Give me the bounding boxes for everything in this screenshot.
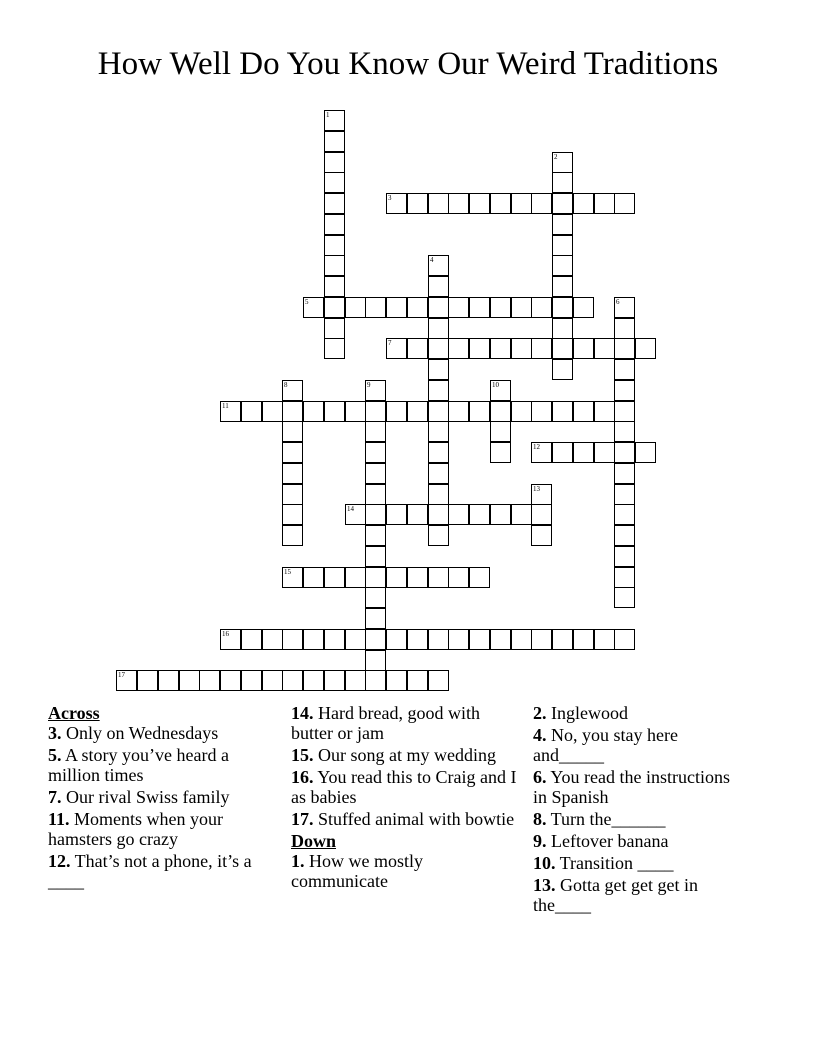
clue-number: 11. [48,809,70,829]
clue-text: Our rival Swiss family [61,787,230,807]
clue-across-7 [48,787,273,807]
clue-text: Turn the______ [546,809,666,829]
crossword-cell[interactable] [282,670,303,691]
crossword-cell[interactable] [407,338,428,359]
crossword-cell[interactable] [594,442,615,463]
cell-number: 1 [326,111,330,119]
crossword-cell[interactable] [324,338,345,359]
crossword-cell[interactable] [220,629,241,650]
crossword-cell[interactable] [552,152,573,173]
clue-number: 2. [533,703,547,723]
crossword-cell[interactable] [303,297,324,318]
clue-across-5 [48,745,273,785]
cell-number: 15 [284,568,291,576]
cell-number: 6 [616,298,620,306]
crossword-cell[interactable] [448,193,469,214]
clue-down-6 [533,767,748,807]
crossword-cell[interactable] [428,629,449,650]
crossword-cell[interactable] [490,338,511,359]
crossword-cell[interactable] [262,629,283,650]
cell-number: 3 [388,194,392,202]
crossword-cell[interactable] [365,567,386,588]
crossword-cell[interactable] [614,567,635,588]
crossword-cell[interactable] [469,193,490,214]
clue-down-4 [533,725,748,765]
crossword-cell[interactable] [220,401,241,422]
crossword-cell[interactable] [220,670,241,691]
crossword-cell[interactable] [428,318,449,339]
crossword-cell[interactable] [241,629,262,650]
crossword-cell[interactable] [345,504,366,525]
cell-number: 7 [388,339,392,347]
cell-number: 4 [430,256,434,264]
crossword-cell[interactable] [428,401,449,422]
crossword-cell[interactable] [324,172,345,193]
crossword-cell[interactable] [386,338,407,359]
crossword-cell[interactable] [531,193,552,214]
crossword-cell[interactable] [469,338,490,359]
crossword-cell[interactable] [511,629,532,650]
crossword-cell[interactable] [511,338,532,359]
clue-number: 14. [291,703,314,723]
clue-text: Only on Wednesdays [61,723,219,743]
crossword-cell[interactable] [614,359,635,380]
crossword-cell[interactable] [469,504,490,525]
crossword-cell[interactable] [428,484,449,505]
cell-number: 2 [554,153,558,161]
crossword-cell[interactable] [490,421,511,442]
crossword-cell[interactable] [365,525,386,546]
crossword-cell[interactable] [448,338,469,359]
crossword-cell[interactable] [199,670,220,691]
crossword-cell[interactable] [614,401,635,422]
cell-number: 14 [347,505,354,513]
cell-number: 13 [533,485,540,493]
crossword-cell[interactable] [428,463,449,484]
crossword-cell[interactable] [511,297,532,318]
clues-column-1 [48,703,273,893]
clue-number: 15. [291,745,314,765]
crossword-cell[interactable] [324,276,345,297]
clue-text: Leftover banana [546,831,669,851]
crossword-cell[interactable] [324,401,345,422]
clue-text: Transition ____ [555,853,674,873]
crossword-cell[interactable] [241,670,262,691]
crossword-cell[interactable] [386,567,407,588]
crossword-cell[interactable] [282,401,303,422]
crossword-cell[interactable] [552,401,573,422]
cell-number: 8 [284,381,288,389]
crossword-cell[interactable] [614,297,635,318]
clue-number: 1. [291,851,305,871]
crossword-cell[interactable] [614,380,635,401]
crossword-cell[interactable] [573,193,594,214]
crossword-cell[interactable] [303,629,324,650]
crossword-cell[interactable] [365,401,386,422]
crossword-cell[interactable] [531,338,552,359]
clue-across-11 [48,809,273,849]
page-title: How Well Do You Know Our Weird Traditions [97,46,719,82]
clue-text: You read this to Craig and I as babies [291,767,517,807]
clue-text: Gotta get get get in the____ [533,875,698,915]
crossword-cell[interactable] [282,629,303,650]
crossword-cell[interactable] [324,297,345,318]
clue-text: Hard bread, good with butter or jam [291,703,480,743]
crossword-cell[interactable] [386,193,407,214]
cell-number: 11 [222,402,229,410]
clue-number: 3. [48,723,62,743]
crossword-cell[interactable] [531,629,552,650]
clue-number: 13. [533,875,556,895]
crossword-cell[interactable] [324,152,345,173]
crossword-cell[interactable] [552,629,573,650]
crossword-cell[interactable] [490,297,511,318]
clue-down-10 [533,853,748,873]
crossword-cell[interactable] [428,380,449,401]
crossword-cell[interactable] [428,421,449,442]
crossword-cell[interactable] [635,442,656,463]
crossword-cell[interactable] [365,670,386,691]
crossword-cell[interactable] [241,401,262,422]
across-heading: Across [48,703,100,723]
clue-text: Stuffed animal with bowtie [313,809,515,829]
crossword-cell[interactable] [531,504,552,525]
crossword-cell[interactable] [573,338,594,359]
crossword-cell[interactable] [303,670,324,691]
clue-text: A story you’ve heard a million times [48,745,229,785]
cell-number: 10 [492,381,499,389]
crossword-cell[interactable] [282,442,303,463]
crossword-cell[interactable] [345,629,366,650]
crossword-cell[interactable] [469,629,490,650]
clue-down-9 [533,831,748,851]
clue-across-17 [291,809,519,829]
clues-column-3 [533,703,748,917]
crossword-cell[interactable] [490,629,511,650]
crossword-cell[interactable] [531,297,552,318]
clue-text: That’s not a phone, it’s a ____ [48,851,252,891]
crossword-cell[interactable] [365,484,386,505]
crossword-cell[interactable] [365,629,386,650]
crossword-cell[interactable] [324,629,345,650]
crossword-cell[interactable] [428,567,449,588]
down-heading: Down [291,831,337,851]
crossword-cell[interactable] [428,359,449,380]
clue-across-3 [48,723,273,743]
cell-number: 17 [118,671,125,679]
crossword-cell[interactable] [428,504,449,525]
crossword-cell[interactable] [179,670,200,691]
clue-number: 7. [48,787,62,807]
crossword-cell[interactable] [282,380,303,401]
clues-column-2 [291,703,519,893]
crossword-cell[interactable] [614,463,635,484]
crossword-cell[interactable] [490,504,511,525]
clue-number: 16. [291,767,314,787]
crossword-cell[interactable] [573,442,594,463]
crossword-cell[interactable] [324,318,345,339]
crossword-cell[interactable] [531,442,552,463]
crossword-cell[interactable] [469,567,490,588]
clue-text: How we mostly communicate [291,851,423,891]
crossword-cell[interactable] [448,567,469,588]
clue-text: No, you stay here and_____ [533,725,678,765]
crossword-cell[interactable] [262,401,283,422]
crossword-cell[interactable] [324,567,345,588]
crossword-cell[interactable] [614,587,635,608]
crossword-cell[interactable] [324,235,345,256]
clue-number: 8. [533,809,547,829]
crossword-cell[interactable] [386,629,407,650]
clue-down-13 [533,875,748,915]
crossword-cell[interactable] [407,567,428,588]
crossword-cell[interactable] [345,401,366,422]
crossword-cell[interactable] [614,318,635,339]
clue-across-16 [291,767,519,807]
crossword-cell[interactable] [552,172,573,193]
crossword-cell[interactable] [511,401,532,422]
crossword-cell[interactable] [282,567,303,588]
crossword-cell[interactable] [552,193,573,214]
crossword-cell[interactable] [137,670,158,691]
crossword-cell[interactable] [303,567,324,588]
clue-down-1 [291,851,519,891]
clue-number: 5. [48,745,62,765]
crossword-cell[interactable] [614,484,635,505]
clue-number: 12. [48,851,71,871]
crossword-cell[interactable] [282,421,303,442]
crossword-cell[interactable] [324,214,345,235]
crossword-cell[interactable] [324,131,345,152]
crossword-cell[interactable] [552,235,573,256]
crossword-cell[interactable] [552,359,573,380]
crossword-cell[interactable] [552,255,573,276]
crossword-cell[interactable] [282,525,303,546]
clue-number: 9. [533,831,547,851]
crossword-cell[interactable] [511,193,532,214]
crossword-cell[interactable] [262,670,283,691]
crossword-cell[interactable] [614,525,635,546]
crossword-cell[interactable] [428,297,449,318]
crossword-cell[interactable] [386,297,407,318]
crossword-cell[interactable] [428,338,449,359]
clue-number: 17. [291,809,314,829]
crossword-cell[interactable] [365,463,386,484]
crossword-cell[interactable] [531,401,552,422]
crossword-cell[interactable] [573,297,594,318]
crossword-cell[interactable] [365,504,386,525]
crossword-cell[interactable] [594,629,615,650]
clue-across-15 [291,745,519,765]
crossword-cell[interactable] [448,504,469,525]
crossword-cell[interactable] [324,255,345,276]
crossword-cell[interactable] [116,670,137,691]
clue-down-2 [533,703,748,723]
crossword-cell[interactable] [428,670,449,691]
crossword-cell[interactable] [552,214,573,235]
crossword-cell[interactable] [428,193,449,214]
crossword-cell[interactable] [428,276,449,297]
crossword-cell[interactable] [282,463,303,484]
crossword-cell[interactable] [614,338,635,359]
crossword-cell[interactable] [552,338,573,359]
crossword-cell[interactable] [552,442,573,463]
crossword-cell[interactable] [614,193,635,214]
crossword-cell[interactable] [365,380,386,401]
crossword-cell[interactable] [635,338,656,359]
crossword-cell[interactable] [448,401,469,422]
crossword-cell[interactable] [345,567,366,588]
crossword-cell[interactable] [324,193,345,214]
crossword-cell[interactable] [594,193,615,214]
crossword-cell[interactable] [490,442,511,463]
crossword-cell[interactable] [407,670,428,691]
crossword-cell[interactable] [365,421,386,442]
crossword-cell[interactable] [386,670,407,691]
crossword-cell[interactable] [614,546,635,567]
crossword-cell[interactable] [469,401,490,422]
clue-number: 4. [533,725,547,745]
clue-number: 6. [533,767,547,787]
crossword-cell[interactable] [365,297,386,318]
crossword-cell[interactable] [614,629,635,650]
crossword-cell[interactable] [428,255,449,276]
crossword-cell[interactable] [282,484,303,505]
crossword-cell[interactable] [407,401,428,422]
crossword-cell[interactable] [594,338,615,359]
crossword-cell[interactable] [614,442,635,463]
crossword-cell[interactable] [407,629,428,650]
crossword-cell[interactable] [407,193,428,214]
crossword-cell[interactable] [407,504,428,525]
clue-number: 10. [533,853,556,873]
crossword-cell[interactable] [594,401,615,422]
clue-across-12 [48,851,273,891]
crossword-cell[interactable] [448,297,469,318]
clue-text: Our song at my wedding [313,745,496,765]
crossword-cell[interactable] [469,297,490,318]
crossword-cell[interactable] [386,504,407,525]
crossword-cell[interactable] [448,629,469,650]
crossword-cell[interactable] [158,670,179,691]
crossword-cell[interactable] [365,650,386,671]
crossword-cell[interactable] [324,670,345,691]
crossword-cell[interactable] [324,110,345,131]
crossword-cell[interactable] [365,587,386,608]
cell-number: 12 [533,443,540,451]
crossword-cell[interactable] [428,525,449,546]
crossword-cell[interactable] [614,421,635,442]
crossword-cell[interactable] [490,193,511,214]
crossword-cell[interactable] [614,504,635,525]
crossword-cell[interactable] [573,401,594,422]
clue-across-14 [291,703,519,743]
crossword-cell[interactable] [365,608,386,629]
crossword-cell[interactable] [552,297,573,318]
crossword-cell[interactable] [365,546,386,567]
crossword-cell[interactable] [345,297,366,318]
crossword-cell[interactable] [531,484,552,505]
clue-text: You read the instructions in Spanish [533,767,730,807]
crossword-cell[interactable] [552,276,573,297]
crossword-cell[interactable] [552,318,573,339]
crossword-cell[interactable] [365,442,386,463]
crossword-cell[interactable] [573,629,594,650]
crossword-cell[interactable] [386,401,407,422]
crossword-cell[interactable] [490,380,511,401]
crossword-cell[interactable] [531,525,552,546]
clue-down-8 [533,809,748,829]
clue-text: Moments when your hamsters go crazy [48,809,223,849]
crossword-cell[interactable] [490,401,511,422]
cell-number: 9 [367,381,371,389]
crossword-cell[interactable] [345,670,366,691]
crossword-cell[interactable] [428,442,449,463]
cell-number: 16 [222,630,229,638]
cell-number: 5 [305,298,309,306]
crossword-cell[interactable] [303,401,324,422]
clue-text: Inglewood [546,703,628,723]
crossword-cell[interactable] [282,504,303,525]
crossword-cell[interactable] [511,504,532,525]
crossword-cell[interactable] [407,297,428,318]
